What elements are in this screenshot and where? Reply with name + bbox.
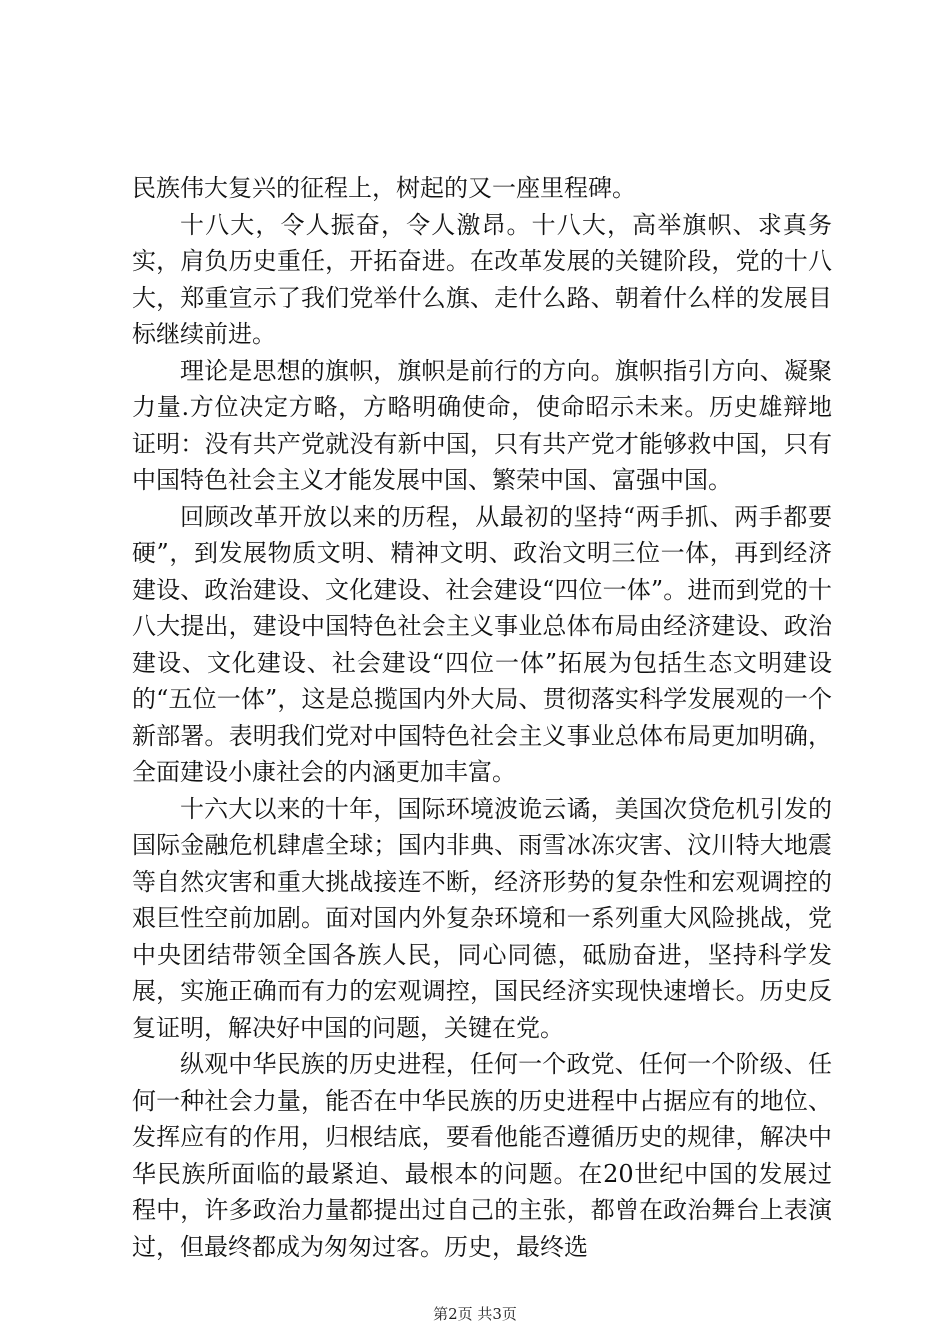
paragraph: 理论是思想的旗帜，旗帜是前行的方向。旗帜指引方向、凝聚力量.方位决定方略，方略明确使命，使命昭示未来。历史雄辩地证明：没有共产党就没有新中国，只有共产党才能够救中国，只有中国特色社会主义才能发展中国、繁荣中国、富强中国。 <box>132 356 832 494</box>
document-body <box>132 170 832 1265</box>
paragraph: 十六大以来的十年，国际环境波诡云谲，美国次贷危机引发的国际金融危机肆虐全球；国内非典、雨雪冰冻灾害、汶川特大地震等自然灾害和重大挑战接连不断，经济形势的复杂性和宏观调控的艰巨性空前加剧。面对国内外复杂环境和一系列重大风险挑战，党中央团结带领全国各族人民，同心同德，砥励奋进，坚持科学发展，实施正确而有力的宏观调控，国民经济实现快速增长。历史反复证明，解决好中国的问题，关键在党。 <box>132 794 832 1042</box>
page-footer: 第2页 共3页 <box>433 1305 517 1323</box>
paragraph: 纵观中华民族的历史进程，任何一个政党、任何一个阶级、任何一种社会力量，能否在中华民族的历史进程中占据应有的地位、发挥应有的作用，归根结底，要看他能否遵循历史的规律，解决中华民族所面临的最紧迫、最根本的问题。在20世纪中国的发展过程中，许多政治力量都提出过自己的主张，都曾在政治舞台上表演过，但最终都成为匆匆过客。历史，最终选 <box>132 1050 832 1261</box>
paragraph-continuation: 民族伟大复兴的征程上，树起的又一座里程碑。 <box>132 174 636 202</box>
paragraph: 十八大，令人振奋，令人激昂。十八大，高举旗帜、求真务实，肩负历史重任，开拓奋进。在改革发展的关键阶段，党的十八大，郑重宣示了我们党举什么旗、走什么路、朝着什么样的发展目标继续前进。 <box>132 210 832 348</box>
paragraph: 回顾改革开放以来的历程，从最初的坚持“两手抓、两手都要硬”，到发展物质文明、精神文明、政治文明三位一体，再到经济建设、政治建设、文化建设、社会建设“四位一体”。进而到党的十八大提出，建设中国特色社会主义事业总体布局由经济建设、政治建设、文化建设、社会建设“四位一体”拓展为包括生态文明建设的“五位一体”，这是总揽国内外大局、贯彻落实科学发展观的一个新部署。表明我们党对中国特色社会主义事业总体布局更加明确，全面建设小康社会的内涵更加丰富。 <box>132 502 832 786</box>
